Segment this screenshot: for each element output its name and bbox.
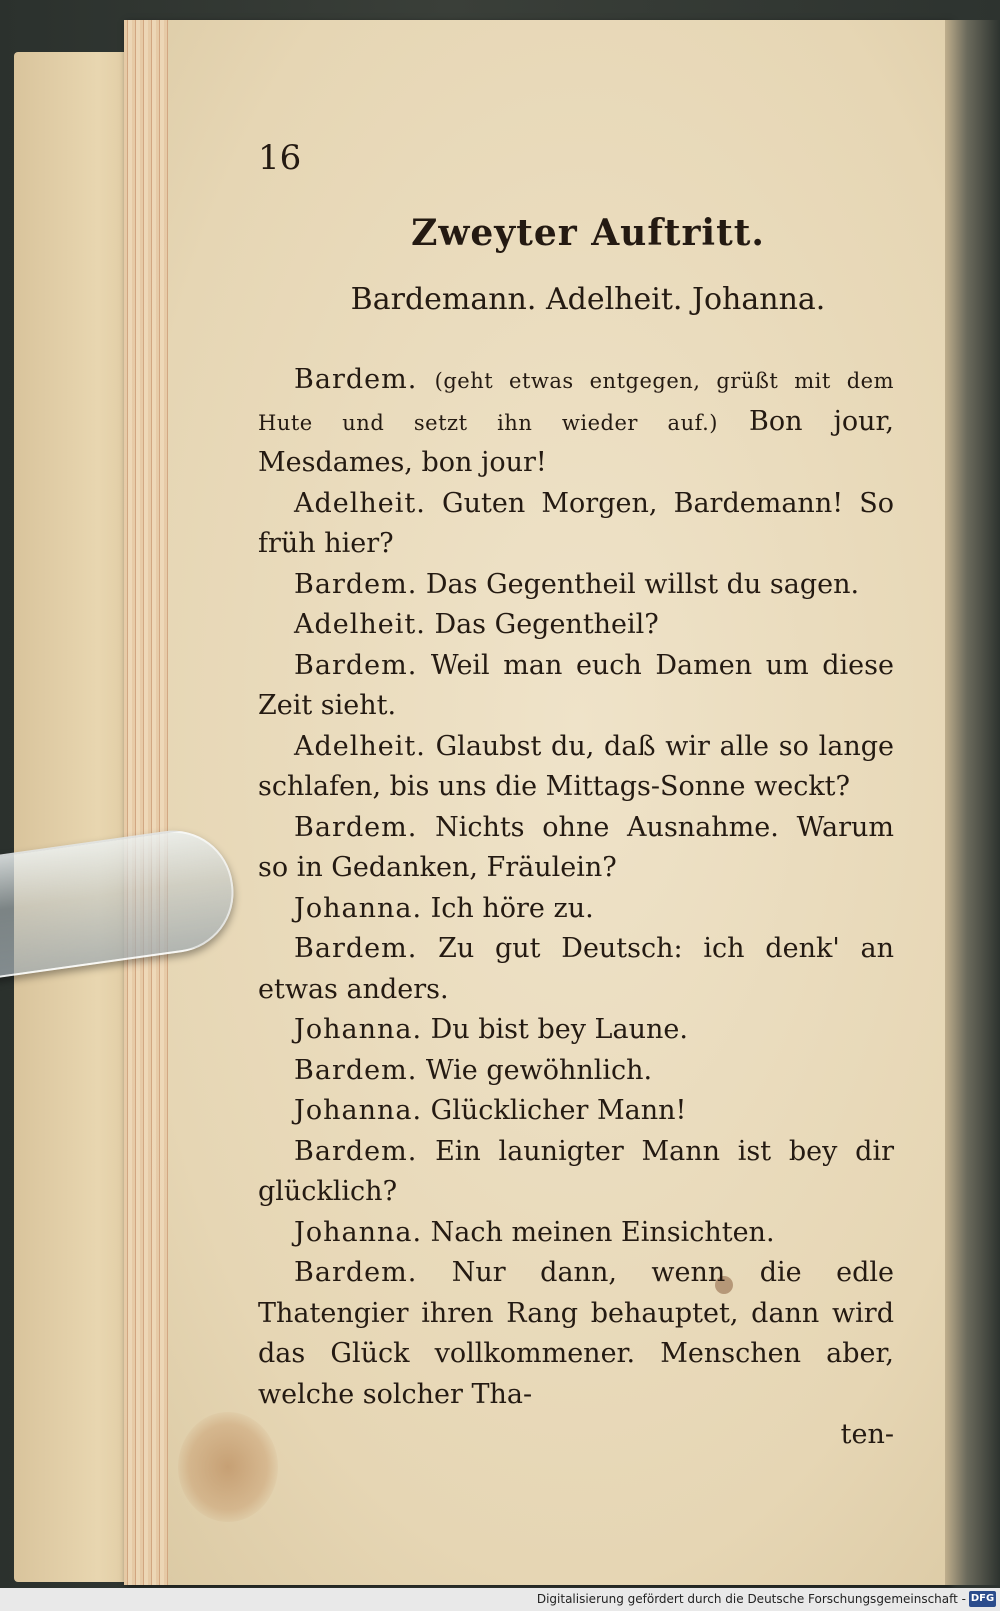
line-text: Zu gut Deutsch: ich denk' an etwas anders. <box>258 933 894 1005</box>
dialogue-line <box>258 1253 894 1415</box>
speaker-name: Bardem. <box>294 568 418 600</box>
line-text: Glaubst du, daß wir alle so lange schlafen, bis uns die Mittags-Sonne weckt? <box>258 730 894 802</box>
speaker-name: Johanna. <box>294 892 423 924</box>
speaker-name: Johanna. <box>294 1014 423 1045</box>
speaker-name: Bardem. <box>294 364 418 395</box>
dialogue-line <box>258 565 894 606</box>
scene-characters: Bardemann. Adelheit. Johanna. <box>350 282 826 317</box>
dialogue-line <box>258 889 894 930</box>
line-text: Bon jour, Mesdames, bon jour! <box>258 405 894 478</box>
speaker-name: Adelheit. <box>294 609 426 640</box>
scene-heading: Zweyter Auftritt. <box>411 212 765 254</box>
speaker-name: Bardem. <box>294 1257 418 1288</box>
speaker-name: Bardem. <box>294 1135 418 1167</box>
dialogue-line <box>258 1010 894 1051</box>
dialogue-line <box>258 1213 894 1254</box>
line-text: Ein launigter Mann ist bey dir glücklich? <box>258 1135 894 1207</box>
dialogue-line <box>258 605 894 646</box>
page-edges <box>124 20 168 1585</box>
footer-bar <box>0 1588 1000 1611</box>
dfg-logo: DFG <box>969 1591 996 1607</box>
dialogue-line <box>258 1132 894 1213</box>
dialogue-line <box>258 727 894 808</box>
speaker-name: Bardem. <box>294 811 418 843</box>
line-text: Glücklicher Mann! <box>430 1095 687 1126</box>
speaker-name: Bardem. <box>294 933 418 964</box>
dialogue-line <box>258 1051 894 1092</box>
speaker-name: Bardem. <box>294 1054 418 1086</box>
line-text: Nichts ohne Ausnahme. Warum so in Gedanken, Fräulein? <box>258 811 894 883</box>
footer-credit: Digitalisierung gefördert durch die Deutsche Forschungsgemeinschaft - <box>536 1592 966 1606</box>
speaker-name: Johanna. <box>294 1216 423 1248</box>
dialogue-line <box>258 360 894 484</box>
dialogue-line <box>258 808 894 889</box>
line-text: Du bist bey Laune. <box>430 1014 688 1045</box>
gutter-shadow <box>945 20 1000 1585</box>
speaker-name: Johanna. <box>294 1095 423 1126</box>
line-text: Weil man euch Damen um diese Zeit sieht. <box>258 649 894 721</box>
speaker-name: Adelheit. <box>294 730 426 762</box>
line-text: Ich höre zu. <box>430 892 594 924</box>
line-text: Wie gewöhnlich. <box>425 1054 653 1086</box>
dialogue-line <box>258 484 894 565</box>
line-text: Das Gegentheil willst du sagen. <box>425 568 860 600</box>
dialogue-line <box>258 929 894 1010</box>
page-number: 16 <box>258 138 302 178</box>
dialogue-line <box>258 646 894 727</box>
line-text: Nach meinen Einsichten. <box>430 1216 775 1248</box>
stage-direction: (geht etwas entgegen, grüßt mit dem Hute und setzt ihn wieder auf.) <box>258 369 894 435</box>
catchword: ten- <box>840 1419 894 1450</box>
line-text: Nur dann, wenn die edle Thatengier ihren Rang behauptet, dann wird das Glück vollkommener. Menschen aber, welche solcher Tha- <box>258 1257 894 1410</box>
speaker-name: Adelheit. <box>294 487 426 519</box>
dialogue-line <box>258 1091 894 1132</box>
line-text: Das Gegentheil? <box>434 609 659 640</box>
line-text: Guten Morgen, Bardemann! So früh hier? <box>258 487 894 559</box>
speaker-name: Bardem. <box>294 649 418 681</box>
dialogue-body <box>258 360 894 1456</box>
